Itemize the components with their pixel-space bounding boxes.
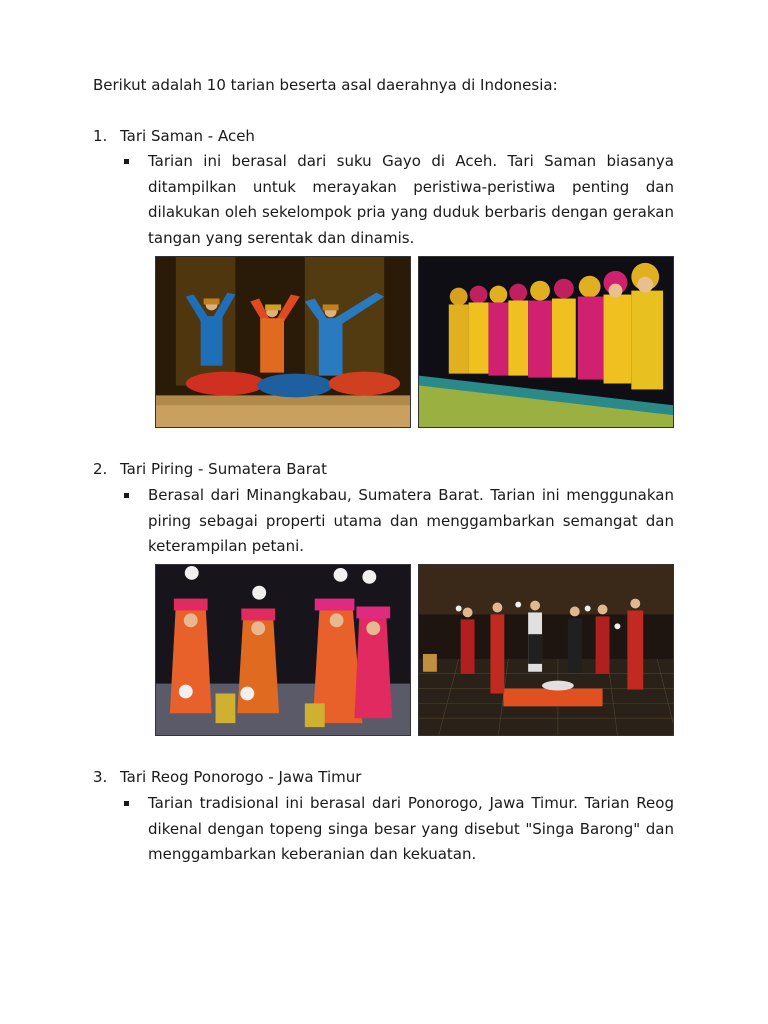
list-item-description: Tarian tradisional ini berasal dari Ponorogo, Jawa Timur. Tarian Reog dikenal dengan topeng singa besar yang disebut "Singa Barong" dan menggambarkan keberanian dan kekuatan. [148, 794, 674, 864]
list-item-title [93, 126, 255, 146]
list-item-number: 2. [93, 460, 108, 478]
list-item-description: Berasal dari Minangkabau, Sumatera Barat. Tarian ini menggunakan piring sebagai properti utama dan menggambarkan semangat dan keterampilan petani. [148, 486, 674, 556]
list-item-title [93, 767, 361, 787]
list-item-number: 3. [93, 768, 108, 786]
list-item-description: Tarian ini berasal dari suku Gayo di Aceh. Tari Saman biasanya ditampilkan untuk merayakan peristiwa-peristiwa penting dan dilakukan oleh sekelompok pria yang duduk berbaris dengan gerakan tangan yang serentak dan dinamis. [148, 152, 674, 248]
saman-dance-photo-standing [155, 256, 411, 428]
bullet-icon [124, 801, 129, 806]
saman-dance-photo-seated [418, 256, 674, 428]
intro-text: Berikut adalah 10 tarian beserta asal daerahnya di Indonesia: [93, 76, 558, 94]
list-item-title [93, 459, 327, 479]
list-item-number: 1. [93, 127, 108, 145]
list-item-heading: Tari Saman - Aceh [120, 127, 255, 145]
piring-dance-photo-stage [155, 564, 411, 736]
bullet-icon [124, 159, 129, 164]
bullet-icon [124, 493, 129, 498]
piring-dance-photo-floor [418, 564, 674, 736]
list-item-heading: Tari Piring - Sumatera Barat [120, 460, 327, 478]
list-item-heading: Tari Reog Ponorogo - Jawa Timur [120, 768, 362, 786]
